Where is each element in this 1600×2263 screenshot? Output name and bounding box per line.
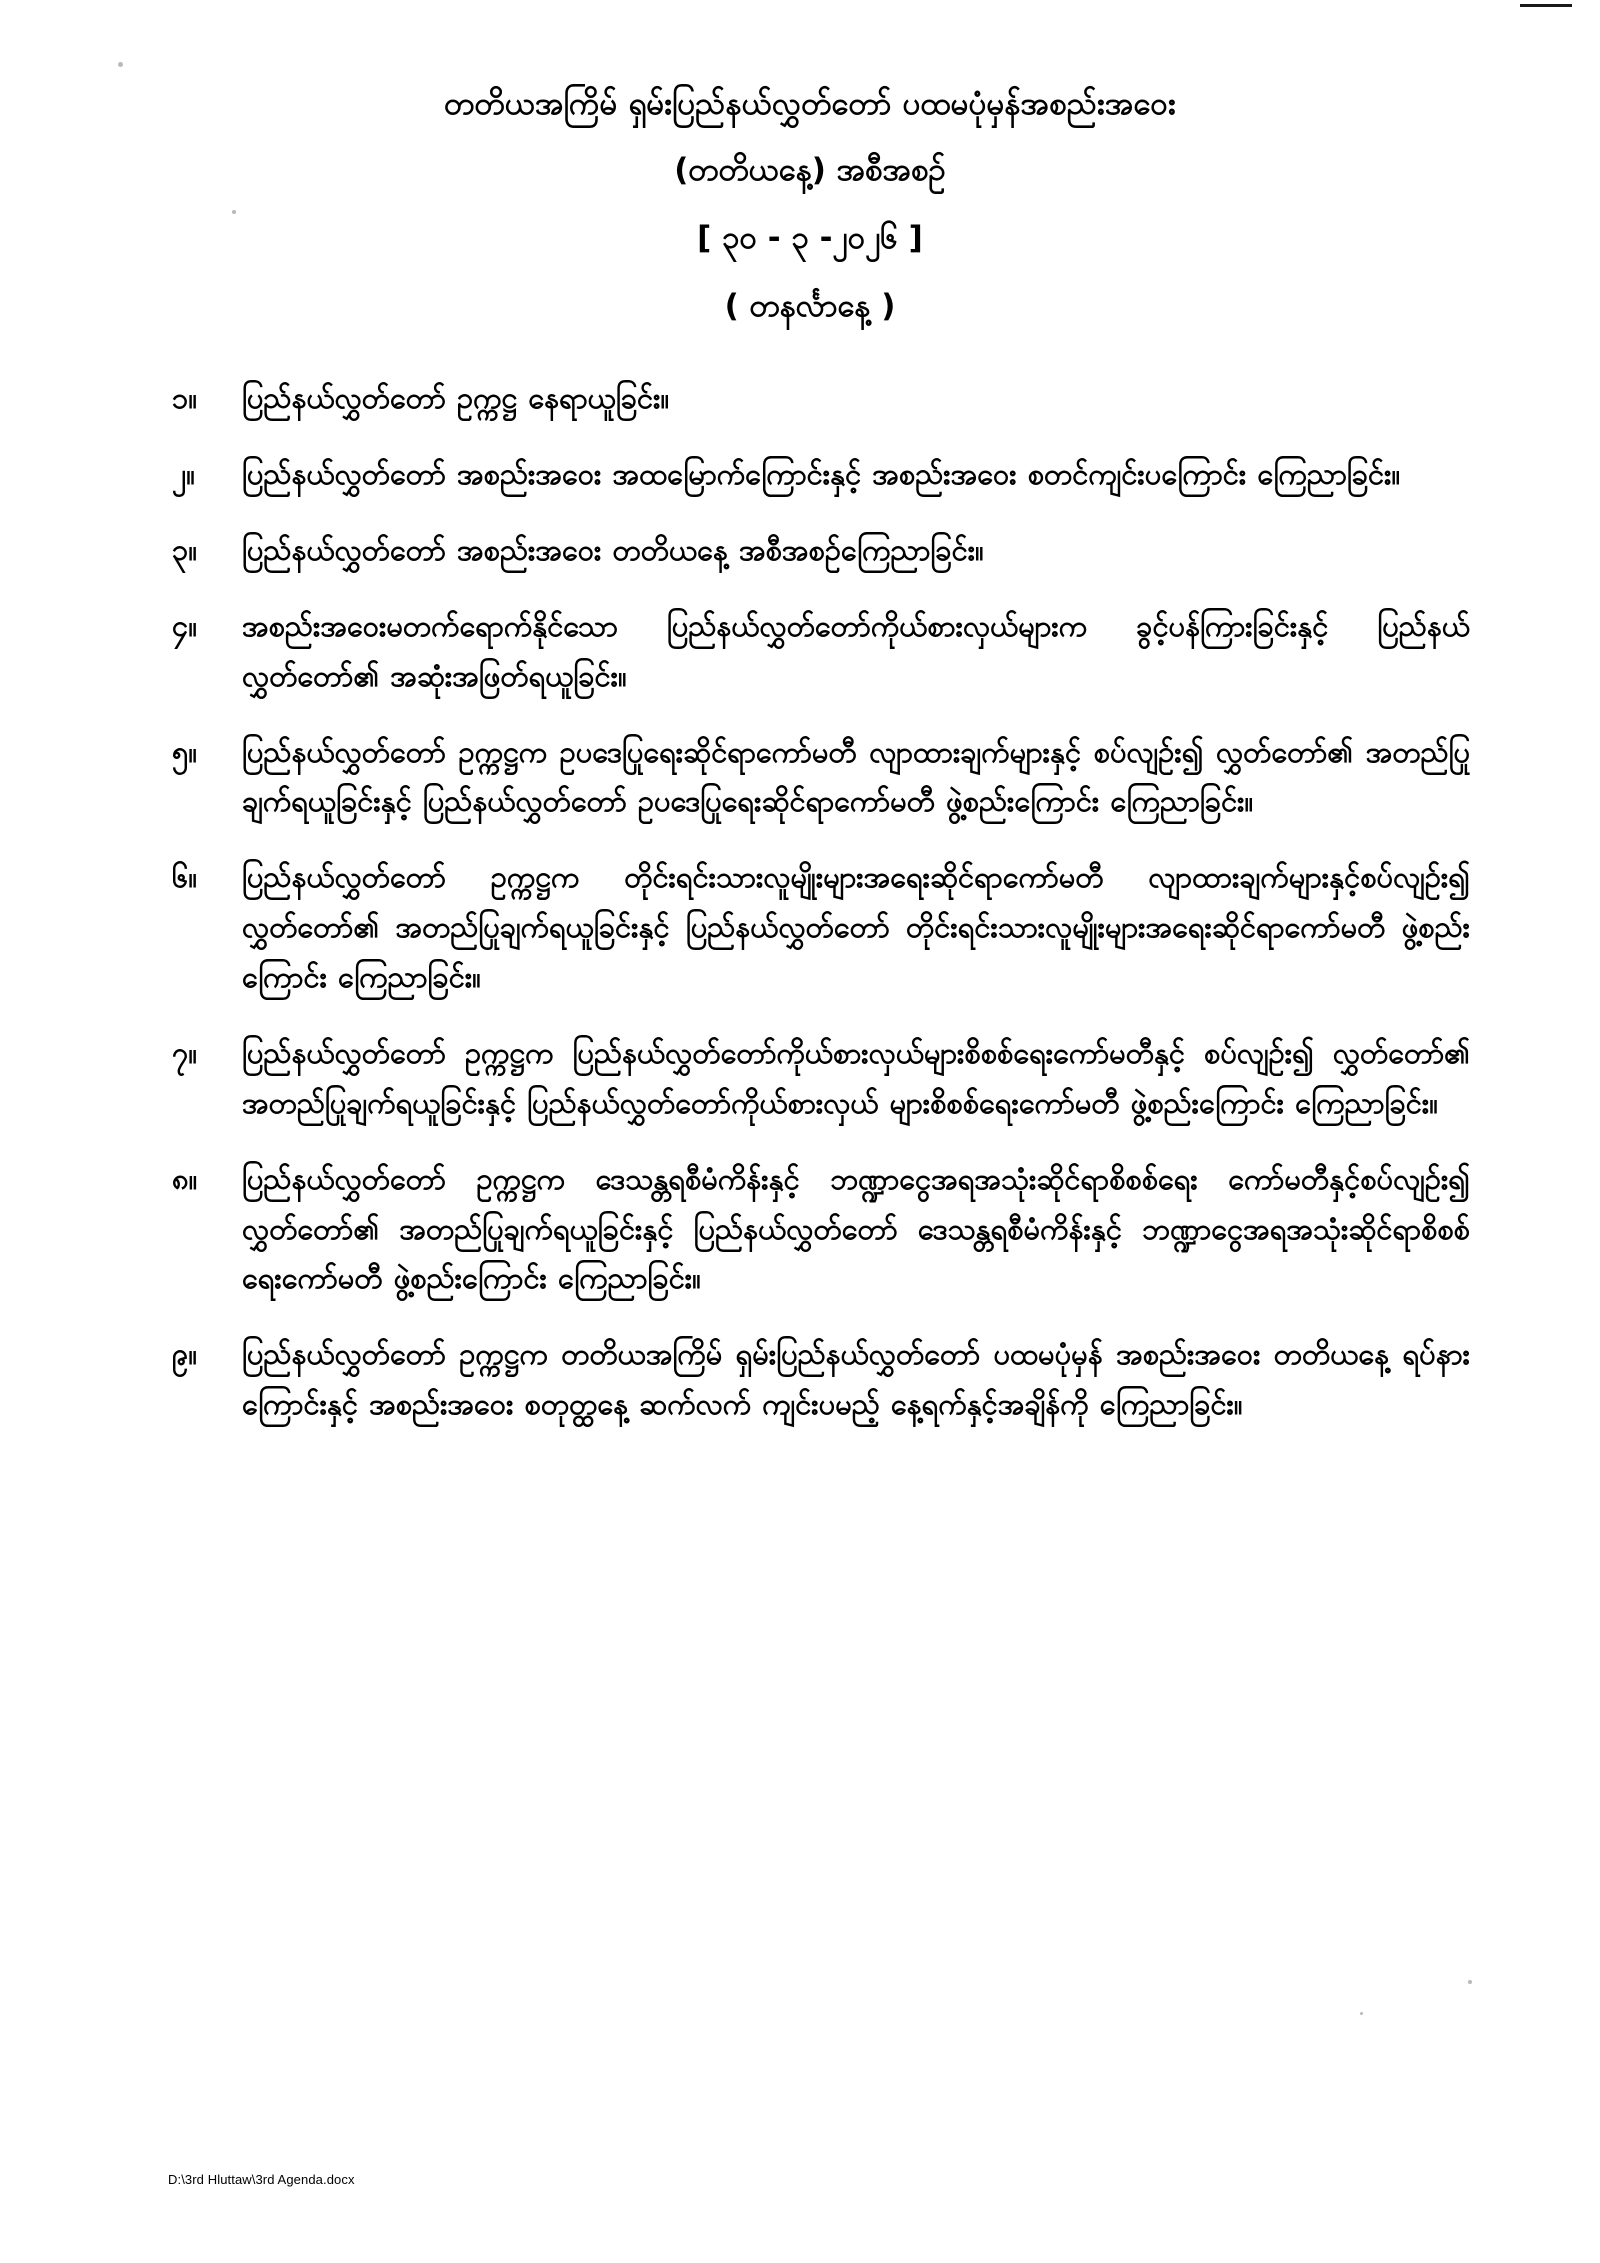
document-day: ( တနင်္လာနေ့ )	[724, 288, 896, 325]
scan-speck	[118, 62, 123, 67]
agenda-item	[150, 602, 1470, 702]
agenda-item-text: အစည်းအဝေးမတက်ရောက်နိုင်သော ပြည်နယ်လွှတ်တော်ကိုယ်စားလှယ်များက ခွင့်ပန်ကြားခြင်းနှင့် ပြည်နယ်လွှတ်တော်၏ အဆုံးအဖြတ်ရယူခြင်း။	[242, 608, 1470, 693]
agenda-item-text: ပြည်နယ်လွှတ်တော် ဥက္ကဋ္ဌ နေရာယူခြင်း။	[242, 381, 670, 416]
agenda-item	[150, 728, 1470, 828]
footer-file-path: D:\3rd Hluttaw\3rd Agenda.docx	[168, 2172, 355, 2187]
agenda-item-number: ၁။	[172, 381, 198, 416]
scan-edge-mark	[1520, 4, 1572, 7]
agenda-item-number: ၇။	[172, 1035, 198, 1070]
agenda-item	[150, 1330, 1470, 1430]
agenda-item-number: ၆။	[172, 860, 198, 895]
agenda-item	[150, 1029, 1470, 1129]
document-content	[150, 80, 1470, 1456]
agenda-item-text: ပြည်နယ်လွှတ်တော် ဥက္ကဋ္ဌက တိုင်းရင်းသားလူမျိုးများအရေးဆိုင်ရာကော်မတီ လျာထားချက်များနှင့်စပ်လျဉ်း၍ လွှတ်တော်၏ အတည်ပြုချက်ရယူခြင်းနှင့် ပြည်နယ်လွှတ်တော် တိုင်းရင်းသားလူမျိုးများအရေးဆိုင်ရာကော်မတီ ဖွဲ့စည်းကြောင်း ကြေညာခြင်း။	[242, 860, 1470, 995]
agenda-item-text: ပြည်နယ်လွှတ်တော် ဥက္ကဋ္ဌက ပြည်နယ်လွှတ်တော်ကိုယ်စားလှယ်များစိစစ်ရေးကော်မတီနှင့် စပ်လျဉ်း၍ လွှတ်တော်၏ အတည်ပြုချက်ရယူခြင်းနှင့် ပြည်နယ်လွှတ်တော်ကိုယ်စားလှယ် များစိစစ်ရေးကော်မတီ ဖွဲ့စည်းကြောင်း ကြေညာခြင်း။	[242, 1035, 1470, 1120]
agenda-item-text: ပြည်နယ်လွှတ်တော် ဥက္ကဋ္ဌက တတိယအကြိမ် ရှမ်းပြည်နယ်လွှတ်တော် ပထမပုံမှန် အစည်းအဝေး တတိယနေ့ ရပ်နားကြောင်းနှင့် အစည်းအဝေး စတုတ္ထနေ့ ဆက်လက် ကျင်းပမည့် နေ့ရက်နှင့်အချိန်ကို ကြေညာခြင်း။	[242, 1337, 1470, 1422]
agenda-list	[150, 374, 1470, 1430]
agenda-item-number: ၃။	[172, 532, 198, 567]
agenda-item-number: ၂။	[172, 457, 196, 492]
document-subtitle: (တတိယနေ့) အစီအစဉ်	[674, 152, 946, 189]
agenda-item-text: ပြည်နယ်လွှတ်တော် ဥက္ကဋ္ဌက ဥပဒေပြုရေးဆိုင်ရာကော်မတီ လျာထားချက်များနှင့် စပ်လျဉ်း၍ လွှတ်တော်၏ အတည်ပြုချက်ရယူခြင်းနှင့် ပြည်နယ်လွှတ်တော် ဥပဒေပြုရေးဆိုင်ရာကော်မတီ ဖွဲ့စည်းကြောင်း ကြေညာခြင်း။	[242, 734, 1470, 819]
agenda-item	[150, 374, 1470, 424]
scan-speck	[1360, 2012, 1363, 2015]
agenda-item-number: ၈။	[172, 1161, 198, 1196]
document-date: [ ၃၀ - ၃ -၂၀၂၆ ]	[697, 220, 923, 257]
agenda-item-number: ၅။	[172, 734, 198, 769]
agenda-item	[150, 526, 1470, 576]
agenda-item-text: ပြည်နယ်လွှတ်တော် အစည်းအဝေး အထမြောက်ကြောင်းနှင့် အစည်းအဝေး စတင်ကျင်းပကြောင်း ကြေညာခြင်း။	[242, 457, 1401, 492]
agenda-item-text: ပြည်နယ်လွှတ်တော် ဥက္ကဋ္ဌက ဒေသန္တရစီမံကိန်းနှင့် ဘဏ္ဍာငွေအရအသုံးဆိုင်ရာစိစစ်ရေး ကော်မတီနှင့်စပ်လျဉ်း၍ လွှတ်တော်၏ အတည်ပြုချက်ရယူခြင်းနှင့် ပြည်နယ်လွှတ်တော် ဒေသန္တရစီမံကိန်းနှင့် ဘဏ္ဍာငွေအရအသုံးဆိုင်ရာစိစစ်ရေးကော်မတီ ဖွဲ့စည်းကြောင်း ကြေညာခြင်း။	[242, 1161, 1470, 1296]
agenda-item-number: ၉။	[172, 1337, 198, 1372]
scan-speck	[1468, 1980, 1472, 1984]
agenda-item-number: ၄။	[172, 608, 198, 643]
agenda-item	[150, 1155, 1470, 1305]
document-title: တတိယအကြိမ် ရှမ်းပြည်နယ်လွှတ်တော် ပထမပုံမှန်အစည်းအဝေး	[444, 86, 1176, 122]
title-block	[150, 80, 1470, 330]
agenda-item	[150, 853, 1470, 1003]
agenda-item	[150, 450, 1470, 500]
agenda-item-text: ပြည်နယ်လွှတ်တော် အစည်းအဝေး တတိယနေ့ အစီအစဉ်ကြေညာခြင်း။	[242, 532, 984, 567]
